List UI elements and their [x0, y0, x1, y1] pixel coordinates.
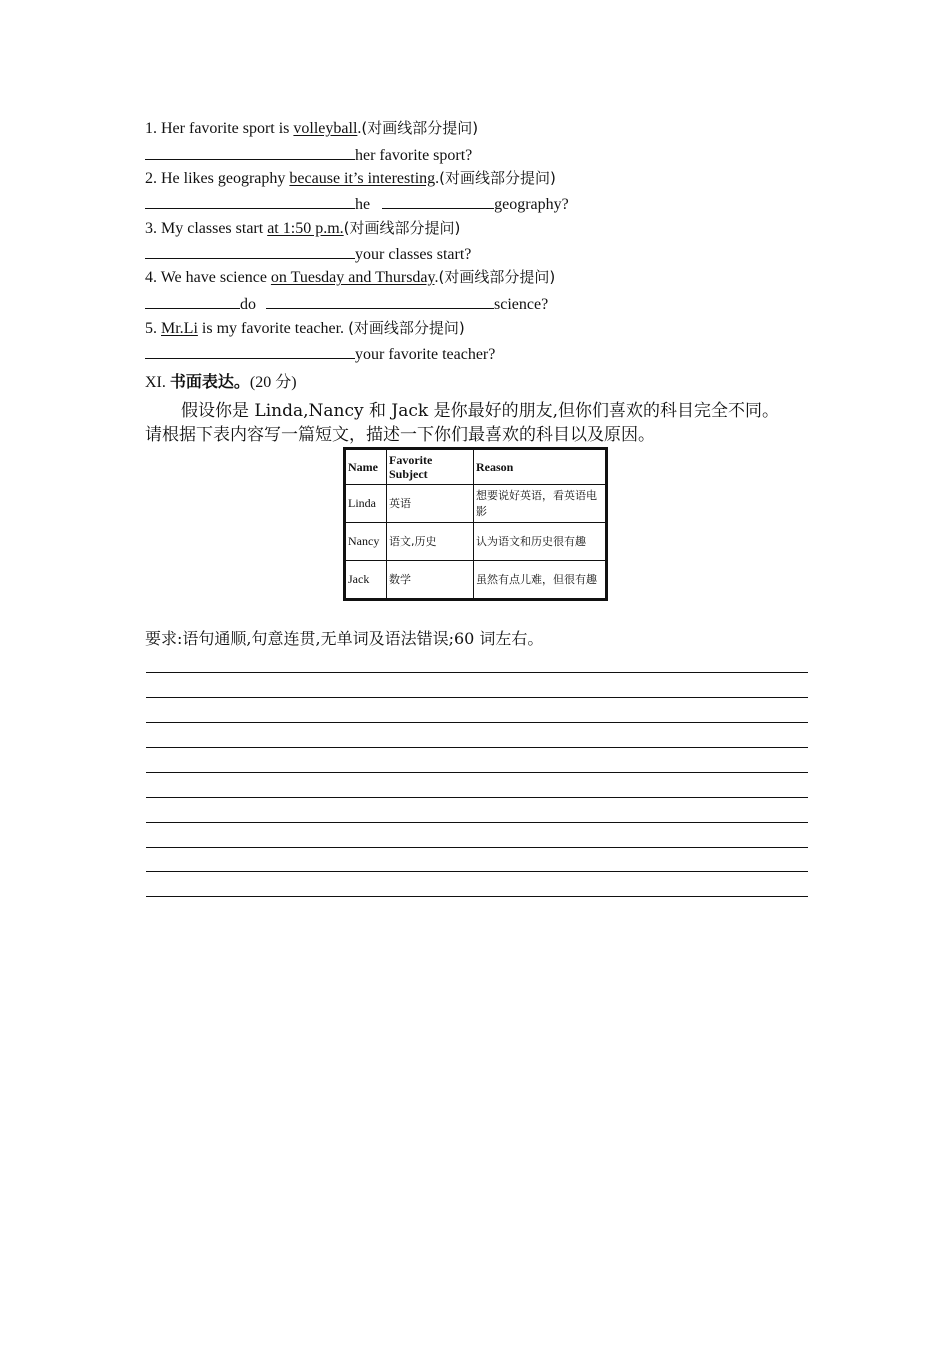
underlined-part: at 1:50 p.m. [267, 220, 344, 237]
cell-subject: 数学 [387, 561, 474, 600]
underlined-part: on Tuesday and Thursday [270, 269, 435, 286]
cell-reason: 虽然有点儿难，但很有趣 [474, 561, 607, 600]
question-number: 4. [145, 269, 157, 286]
question-text-after: is my favorite teacher. [197, 320, 349, 337]
instruction: (对画线部分提问) [343, 219, 461, 237]
cell-name: Jack [345, 561, 387, 600]
instruction: (对画线部分提问) [361, 119, 479, 137]
question-text: My classes start [161, 220, 268, 237]
writing-line[interactable] [146, 772, 808, 773]
section-points: (20 分) [249, 374, 297, 391]
table-header-row [345, 449, 607, 485]
answer-blank[interactable] [145, 193, 355, 209]
question-text: We have science [160, 269, 271, 286]
answer-text: he [355, 196, 371, 213]
subject-table [343, 447, 608, 601]
answer-text: do [240, 296, 256, 313]
prompt-line-2: 请根据下表内容写一篇短文，描述一下你们最喜欢的科目以及原因。 [145, 425, 655, 445]
answer-4 [145, 293, 548, 315]
answer-blank[interactable] [145, 343, 355, 359]
writing-line[interactable] [146, 871, 808, 872]
instruction: (对画线部分提问) [439, 169, 556, 187]
answer-text: geography? [494, 196, 569, 213]
underlined-part: because it’s interesting [289, 170, 436, 187]
writing-line[interactable] [146, 847, 808, 848]
header-reason: Reason [474, 449, 607, 485]
table-row [345, 561, 607, 600]
question-text: He likes geography [161, 170, 290, 187]
question-1 [145, 118, 478, 139]
question-text-after: . [434, 269, 439, 286]
writing-requirement: 要求:语句通顺,句意连贯,无单词及语法错误;60 词左右。 [145, 629, 544, 648]
question-text: Her favorite sport is [161, 120, 294, 137]
cell-subject: 语文,历史 [387, 523, 474, 561]
underlined-part: Mr.Li [161, 320, 198, 337]
cell-reason: 想要说好英语，看英语电影 [474, 485, 607, 523]
writing-line[interactable] [146, 822, 808, 823]
question-2 [145, 168, 556, 189]
answer-3 [145, 243, 471, 265]
header-name: Name [345, 449, 387, 485]
writing-line[interactable] [146, 896, 808, 897]
question-4 [145, 267, 555, 288]
underlined-part: volleyball [293, 120, 358, 137]
writing-line[interactable] [146, 747, 808, 748]
section-numeral: XI. [145, 374, 166, 391]
instruction: (对画线部分提问) [438, 268, 556, 286]
writing-line[interactable] [146, 797, 808, 798]
question-number: 5. [145, 320, 157, 337]
table-row [345, 523, 607, 561]
answer-text: her favorite sport? [355, 147, 473, 164]
answer-text: your favorite teacher? [355, 346, 496, 363]
answer-blank[interactable] [145, 243, 355, 259]
question-text-after: . [435, 170, 440, 187]
answer-1 [145, 144, 472, 166]
question-number: 1. [145, 120, 157, 137]
writing-line[interactable] [146, 697, 808, 698]
header-favorite-subject: Favorite Subject [387, 449, 474, 485]
answer-text: your classes start? [355, 246, 472, 263]
answer-text: science? [494, 296, 549, 313]
question-number: 2. [145, 170, 157, 187]
question-text-after: . [357, 120, 362, 137]
prompt-line-1: 假设你是 Linda,Nancy 和 Jack 是你最好的朋友,但你们喜欢的科目完全不同。 [181, 401, 779, 421]
section-heading [145, 372, 297, 393]
section-title: 书面表达。 [169, 372, 250, 391]
cell-name: Nancy [345, 523, 387, 561]
table-row [345, 485, 607, 523]
answer-blank[interactable] [382, 193, 494, 209]
answer-blank[interactable] [145, 144, 355, 160]
answer-5 [145, 343, 495, 365]
question-number: 3. [145, 220, 157, 237]
writing-line[interactable] [146, 672, 808, 673]
cell-reason: 认为语文和历史很有趣 [474, 523, 607, 561]
answer-blank[interactable] [145, 293, 240, 309]
instruction: (对画线部分提问) [348, 319, 465, 337]
question-3 [145, 218, 460, 239]
cell-name: Linda [345, 485, 387, 523]
cell-subject: 英语 [387, 485, 474, 523]
answer-blank[interactable] [266, 293, 494, 309]
writing-line[interactable] [146, 722, 808, 723]
question-5 [145, 318, 465, 339]
answer-2 [145, 193, 569, 215]
